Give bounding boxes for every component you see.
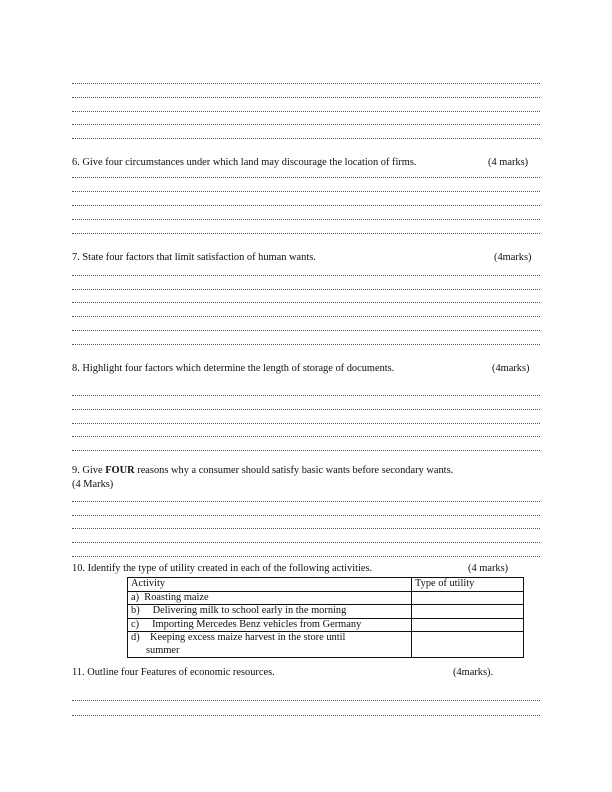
table-row <box>128 605 524 619</box>
answer-line[interactable] <box>72 111 540 112</box>
answer-line[interactable] <box>72 528 540 529</box>
answer-line[interactable] <box>72 409 540 410</box>
utility-answer-cell[interactable] <box>412 632 524 658</box>
activity-cell <box>128 591 412 605</box>
row-label: d) <box>131 632 140 643</box>
answer-line[interactable] <box>72 344 540 345</box>
answer-line[interactable] <box>72 556 540 557</box>
answer-line[interactable] <box>72 219 540 220</box>
answer-line[interactable] <box>72 233 540 234</box>
table-header-row <box>128 578 524 592</box>
emphasis: FOUR <box>105 465 135 476</box>
header-type-of-utility: Type of utility <box>412 578 524 592</box>
activity-text: Keeping excess maize harvest in the store until <box>150 632 346 643</box>
question-11-marks: (4marks). <box>453 667 494 678</box>
table-row <box>128 591 524 605</box>
question-number: 6. <box>72 157 80 168</box>
utility-answer-cell[interactable] <box>412 605 524 619</box>
question-10 <box>72 563 372 575</box>
question-9 <box>72 465 453 477</box>
answer-line[interactable] <box>72 124 540 125</box>
question-7 <box>72 252 316 264</box>
question-number: 8. <box>72 363 80 374</box>
answer-line[interactable] <box>72 138 540 139</box>
answer-line[interactable] <box>72 423 540 424</box>
question-text: Give <box>82 465 106 476</box>
answer-line[interactable] <box>72 450 540 451</box>
question-8-marks: (4marks) <box>492 363 530 374</box>
answer-line[interactable] <box>72 302 540 303</box>
answer-line[interactable] <box>72 177 540 178</box>
activity-text: Roasting maize <box>144 591 209 603</box>
table-row <box>128 632 524 658</box>
answer-line[interactable] <box>72 436 540 437</box>
question-number: 9. <box>72 465 80 476</box>
activity-cell <box>128 605 412 619</box>
utility-answer-cell[interactable] <box>412 591 524 605</box>
question-number: 10. <box>72 563 85 574</box>
question-number: 7. <box>72 252 80 263</box>
question-text: Outline four Features of economic resources. <box>87 667 275 678</box>
answer-line[interactable] <box>72 515 540 516</box>
answer-line[interactable] <box>72 715 540 716</box>
question-8 <box>72 363 394 375</box>
question-number: 11. <box>72 667 85 678</box>
answer-line[interactable] <box>72 395 540 396</box>
question-text: Highlight four factors which determine the length of storage of documents. <box>82 363 395 374</box>
row-label: c) <box>131 618 140 630</box>
table-row <box>128 618 524 632</box>
question-text: Identify the type of utility created in each of the following activities. <box>87 563 373 574</box>
answer-line[interactable] <box>72 542 540 543</box>
activity-text: Delivering milk to school early in the morning <box>152 605 347 616</box>
question-6-marks: (4 marks) <box>488 157 529 168</box>
activity-text: summer <box>146 644 180 656</box>
utility-table <box>127 577 524 658</box>
row-label: b) <box>131 605 140 616</box>
answer-line[interactable] <box>72 316 540 317</box>
question-10-marks: (4 marks) <box>468 563 509 574</box>
question-text: reasons why a consumer should satisfy basic wants before secondary wants. <box>134 465 454 476</box>
answer-line[interactable] <box>72 330 540 331</box>
utility-answer-cell[interactable] <box>412 618 524 632</box>
answer-line[interactable] <box>72 83 540 84</box>
activity-text: Importing Mercedes Benz vehicles from Germany <box>152 618 362 630</box>
row-label: a) <box>131 591 140 603</box>
answer-line[interactable] <box>72 289 540 290</box>
answer-line[interactable] <box>72 97 540 98</box>
answer-line[interactable] <box>72 191 540 192</box>
question-11 <box>72 667 275 679</box>
answer-line[interactable] <box>72 501 540 502</box>
answer-line[interactable] <box>72 205 540 206</box>
answer-line[interactable] <box>72 275 540 276</box>
answer-line[interactable] <box>72 700 540 701</box>
activity-cell <box>128 618 412 632</box>
question-text: Give four circumstances under which land may discourage the location of firms. <box>82 157 417 168</box>
header-activity: Activity <box>128 578 412 592</box>
question-text: State four factors that limit satisfaction of human wants. <box>82 252 316 263</box>
question-9-marks: (4 Marks) <box>72 479 114 490</box>
question-7-marks: (4marks) <box>494 252 532 263</box>
question-6 <box>72 157 417 169</box>
activity-cell <box>128 632 412 658</box>
